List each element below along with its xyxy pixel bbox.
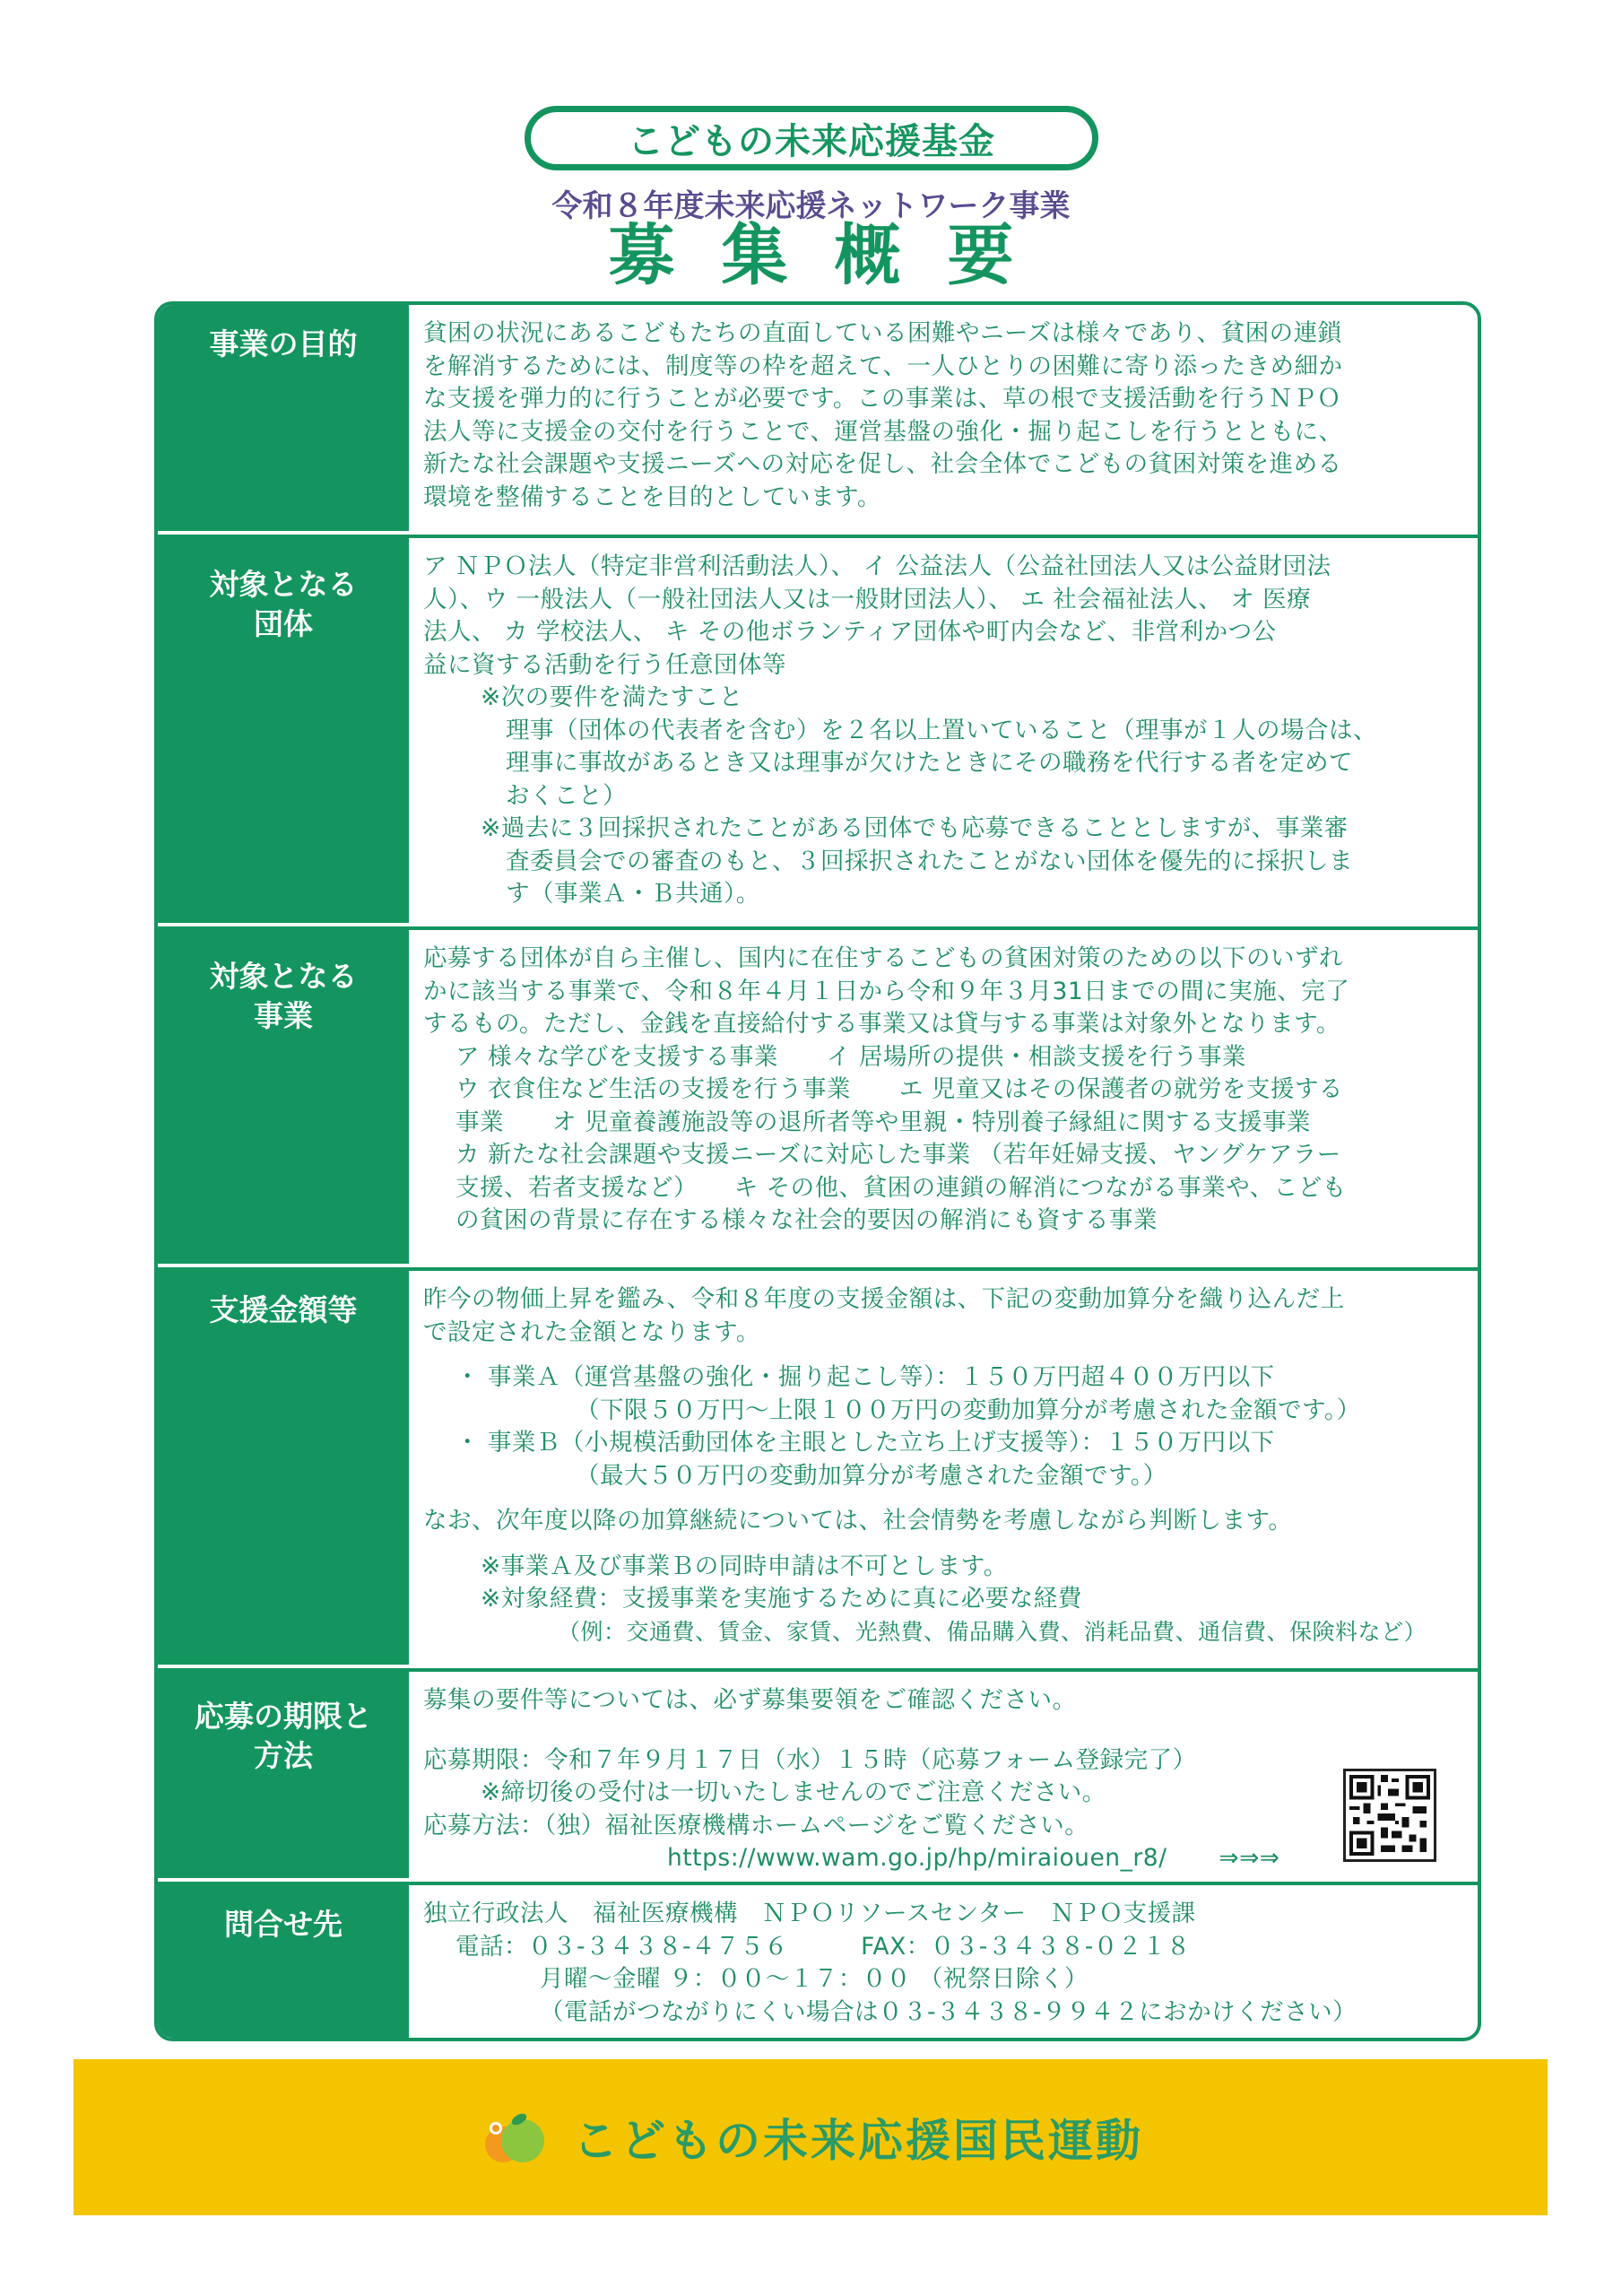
project-a-note: （下限５０万円～上限１００万円の変動加算分が考慮された金額です。） xyxy=(576,1396,1361,1424)
label-target-org: 対象となる 団体 xyxy=(158,538,409,926)
project-item: ウ 衣食住など生活の支援を行う事業 エ 児童又はその保護者の就労を支援する xyxy=(455,1075,1343,1103)
contact-phone: 電話：０３-３４３８-４７５６ FAX：０３-３４３８-０２１８ xyxy=(455,1932,1191,1961)
text-line: 応募する団体が自ら主催し、国内に在住するこどもの貧困対策のための以下のいずれ xyxy=(423,944,1343,972)
qr-code-icon[interactable] xyxy=(1343,1769,1436,1862)
note-line: ※対象経費：支援事業を実施するために真に必要な経費 xyxy=(481,1585,1082,1613)
expense-examples: （例：交通費、賃金、家賃、光熱費、備品購入費、消耗品費、通信費、保険料など） xyxy=(558,1618,1427,1645)
project-item: 支援、若者支援など） キ その他、貧困の連鎖の解消につながる事業や、こども xyxy=(455,1173,1347,1202)
requirement-title: ※次の要件を満たすこと xyxy=(481,683,743,711)
footer-banner xyxy=(74,2059,1548,2215)
late-note: ※締切後の受付は一切いたしませんのでご注意ください。 xyxy=(481,1779,1106,1806)
footer-campaign-name: こどもの未来応援国民運動 xyxy=(573,2115,1143,2167)
content-amount xyxy=(409,1271,1478,1668)
text-line: を解消するためには、制度等の枠を超えて、一人ひとりの困難に寄り添ったきめ細か xyxy=(423,352,1343,380)
text-line: 人）、ウ 一般法人（一般社団法人又は一般財団法人）、 エ 社会福祉法人、 オ 医療 xyxy=(423,585,1312,613)
project-item: ア 様々な学びを支援する事業 イ 居場所の提供・相談支援を行う事業 xyxy=(455,1042,1246,1071)
note-line: ※事業Ａ及び事業Ｂの同時申請は不可とします。 xyxy=(481,1552,1008,1580)
label-purpose: 事業の目的 xyxy=(158,305,409,535)
deadline-date: 応募期限：令和７年９月１７日（水）１５時（応募フォーム登録完了） xyxy=(423,1745,1197,1774)
url-line xyxy=(423,1842,1463,1875)
project-item: 事業 オ 児童養護施設等の退所者等や里親・特別養子縁組に関する支援事業 xyxy=(455,1108,1311,1136)
label-amount: 支援金額等 xyxy=(158,1271,409,1668)
text-line: 新たな社会課題や支援ニーズへの対応を促し、社会全体でこどもの貧困対策を進める xyxy=(423,450,1342,478)
text-line: するもの。ただし、金銭を直接給付する事業又は貸与する事業は対象外となります。 xyxy=(423,1010,1340,1038)
program-subtitle: 令和８年度未来応援ネットワーク事業 xyxy=(551,188,1071,224)
label-target-project: 対象となる 事業 xyxy=(158,930,409,1267)
row-deadline xyxy=(158,1672,1478,1885)
note-line: ※過去に３回採択されたことがある団体でも応募できることとしますが、事業審 xyxy=(481,814,1349,842)
requirement-line: 理事に事故があるとき又は理事が欠けたときにその職務を代行する者を定めて xyxy=(506,749,1353,777)
arrow-icon: ⇒⇒⇒ xyxy=(1219,1844,1280,1872)
content-target-org xyxy=(409,538,1478,926)
method-line: 応募方法：（独）福祉医療機構ホームページをご覧ください。 xyxy=(423,1811,1089,1839)
contact-org: 独立行政法人 福祉医療機構 ＮＰＯリソースセンター ＮＰＯ支援課 xyxy=(423,1900,1196,1927)
text-line: で設定された金額となります。 xyxy=(423,1318,760,1346)
text-line: かに該当する事業で、令和８年４月１日から令和９年３月31日までの間に実施、完了 xyxy=(423,977,1350,1005)
campaign-logo-icon xyxy=(478,2101,550,2173)
overview-table xyxy=(154,301,1481,2041)
content-target-project xyxy=(409,930,1478,1267)
requirement-line: 理事（団体の代表者を含む）を２名以上置いていること（理事が１人の場合は、 xyxy=(506,716,1377,744)
text-line: 昨今の物価上昇を鑑み、令和８年度の支援金額は、下記の変動加算分を織り込んだ上 xyxy=(423,1285,1345,1313)
text-line: 益に資する活動を行う任意団体等 xyxy=(423,650,786,679)
content-deadline xyxy=(409,1672,1478,1882)
requirement-line: おくこと） xyxy=(506,781,627,810)
note-line: 査委員会での審査のもと、３回採択されたことがない団体を優先的に採択しま xyxy=(506,847,1353,875)
text-line: 募集の要件等については、必ず募集要領をご確認ください。 xyxy=(423,1686,1077,1714)
row-target-org xyxy=(158,538,1478,930)
text-line: 貧困の状況にあるこどもたちの直面している困難やニーズは様々であり、貧困の連鎖 xyxy=(423,319,1342,347)
project-a-amount: ・ 事業Ａ（運営基盤の強化・掘り起こし等）：１５０万円超４００万円以下 xyxy=(455,1363,1275,1391)
text-line: な支援を弾力的に行うことが必要です。この事業は、草の根で支援活動を行うＮＰＯ xyxy=(423,385,1341,413)
label-contact: 問合せ先 xyxy=(158,1885,409,2038)
project-b-note: （最大５０万円の変動加算分が考慮された金額です。） xyxy=(576,1461,1167,1490)
application-url-link[interactable]: https://www.wam.go.jp/hp/miraiouen_r8/ xyxy=(667,1844,1167,1872)
page-title: 募集概要 xyxy=(608,217,1061,294)
continuation-note: なお、次年度以降の加算継続については、社会情勢を考慮しながら判断します。 xyxy=(423,1507,1293,1535)
row-contact xyxy=(158,1885,1478,2038)
row-target-project xyxy=(158,930,1478,1271)
fund-name-badge: こどもの未来応援基金 xyxy=(525,106,1098,170)
text-line: ア ＮＰＯ法人（特定非営利活動法人）、 イ 公益法人（公益社団法人又は公益財団法 xyxy=(423,552,1331,580)
note-line: す（事業Ａ・Ｂ共通）。 xyxy=(506,880,760,908)
project-b-amount: ・ 事業Ｂ（小規模活動団体を主眼とした立ち上げ支援等）：１５０万円以下 xyxy=(455,1429,1275,1457)
project-item: の貧困の背景に存在する様々な社会的要因の解消にも資する事業 xyxy=(455,1206,1158,1234)
row-amount xyxy=(158,1271,1478,1672)
project-item: カ 新たな社会課題や支援ニーズに対応した事業 （若年妊婦支援、ヤングケアラー xyxy=(455,1141,1341,1169)
label-deadline: 応募の期限と 方法 xyxy=(158,1672,409,1882)
text-line: 環境を整備することを目的としています。 xyxy=(423,483,881,511)
content-contact xyxy=(409,1885,1478,2038)
text-line: 法人等に支援金の交付を行うことで、運営基盤の強化・掘り起こしを行うとともに、 xyxy=(423,417,1343,446)
content-purpose xyxy=(409,305,1478,535)
contact-hours: 月曜～金曜 ９：００～１７：００ （祝祭日除く） xyxy=(540,1965,1089,1993)
text-line: 法人、 カ 学校法人、 キ その他ボランティア団体や町内会など、非営利かつ公 xyxy=(423,618,1277,646)
row-purpose xyxy=(158,305,1478,538)
contact-alt-phone: （電話がつながりにくい場合は０３-３４３８-９９４２におかけください） xyxy=(540,1997,1357,2026)
